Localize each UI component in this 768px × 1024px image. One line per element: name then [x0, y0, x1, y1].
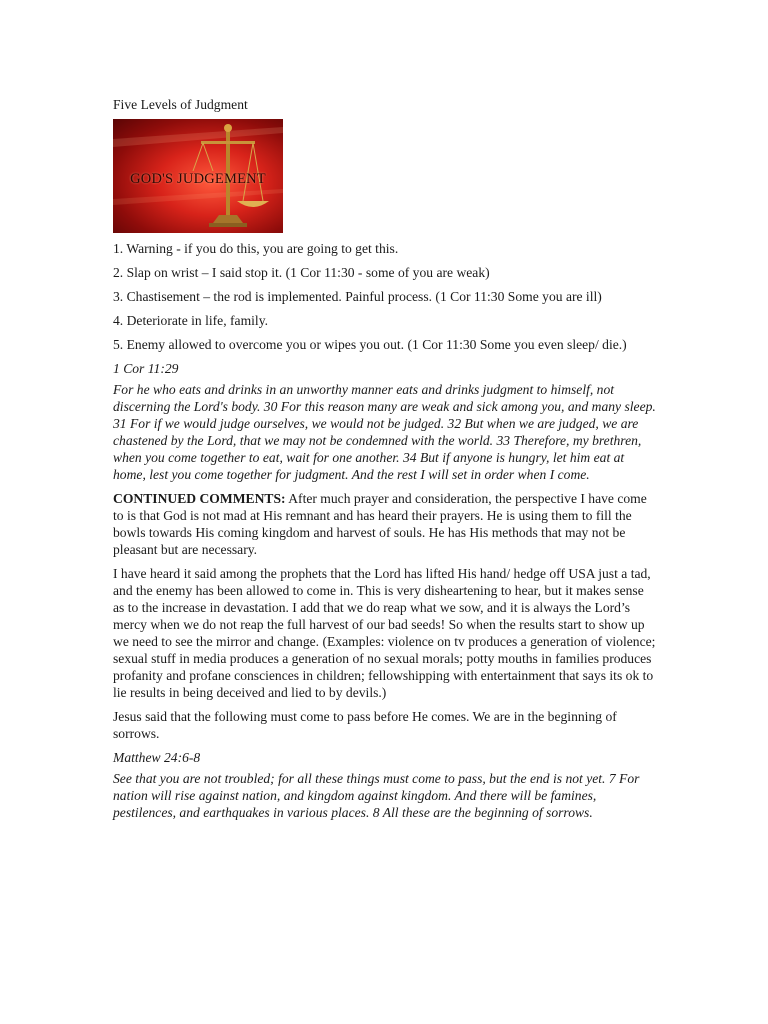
list-item: 5. Enemy allowed to overcome you or wipes you out. (1 Cor 11:30 Some you even sleep/ die.)	[113, 337, 627, 352]
scripture-text: For he who eats and drinks in an unworthy manner eats and drinks judgment to himself, not discerning the Lord's body. 30 For this reason many are weak and sick among you, and many sleep. 31 For if we would judge ourselves, we would not be judged. 32 But when we are judged, we are chastened by the Lord, that we may not be condemned with the world. 33 Therefore, my brethren, when you come together to eat, wait for one another. 34 But if anyone is hungry, let him eat at home, lest you come together for judgment. And the rest I will set in order when I come.	[113, 382, 656, 482]
scripture-text: See that you are not troubled; for all these things must come to pass, but the end is not yet. 7 For nation will rise against nation, and kingdom against kingdom. And there will be famines, pestilences, and earthquakes in various places. 8 All these are the beginning of sorrows.	[113, 771, 640, 820]
comments-paragraph	[113, 490, 658, 558]
list-item: 1. Warning - if you do this, you are going to get this.	[113, 241, 399, 256]
judgement-image	[113, 119, 283, 233]
document-body	[113, 96, 658, 828]
body-paragraph: Jesus said that the following must come to pass before He comes. We are in the beginning of sorrows.	[113, 709, 617, 741]
comments-text: After much prayer and consideration, the perspective I have come to is that God is not mad at His remnant and has heard their prayers. He is using them to fill the bowls towards His coming kingdom and harvest of souls. He has His methods that may not be pleasant but are necessary.	[113, 491, 647, 557]
scripture-reference: 1 Cor 11:29	[113, 361, 179, 376]
list-item: 4. Deteriorate in life, family.	[113, 313, 269, 328]
body-paragraph: I have heard it said among the prophets that the Lord has lifted His hand/ hedge off USA just a tad, and the enemy has been allowed to come in. This is very disheartening to hear, but it makes sense as to the increase in devastation. I add that we do reap what we sow, and it is always the Lord’s mercy when we do not reap the full harvest of our bad seeds! So when the results start to show up we need to see the mirror and change. (Examples: violence on tv produces a generation of violence; sexual stuff in media produces a generation of no sexual morals; potty mouths in families produces profanity and profane consciences in children; fellowshipping with entertainment that says its ok to lie results in being deceived and lied to by devils.)	[113, 566, 656, 700]
list-item: 3. Chastisement – the rod is implemented. Painful process. (1 Cor 11:30 Some you are ill)	[113, 289, 602, 304]
comments-label: CONTINUED COMMENTS:	[113, 491, 286, 506]
document-title: Five Levels of Judgment	[113, 97, 248, 112]
image-caption: GOD'S JUDGEMENT	[130, 171, 266, 187]
scripture-reference: Matthew 24:6-8	[113, 750, 201, 765]
list-item: 2. Slap on wrist – I said stop it. (1 Cor 11:30 - some of you are weak)	[113, 265, 490, 280]
